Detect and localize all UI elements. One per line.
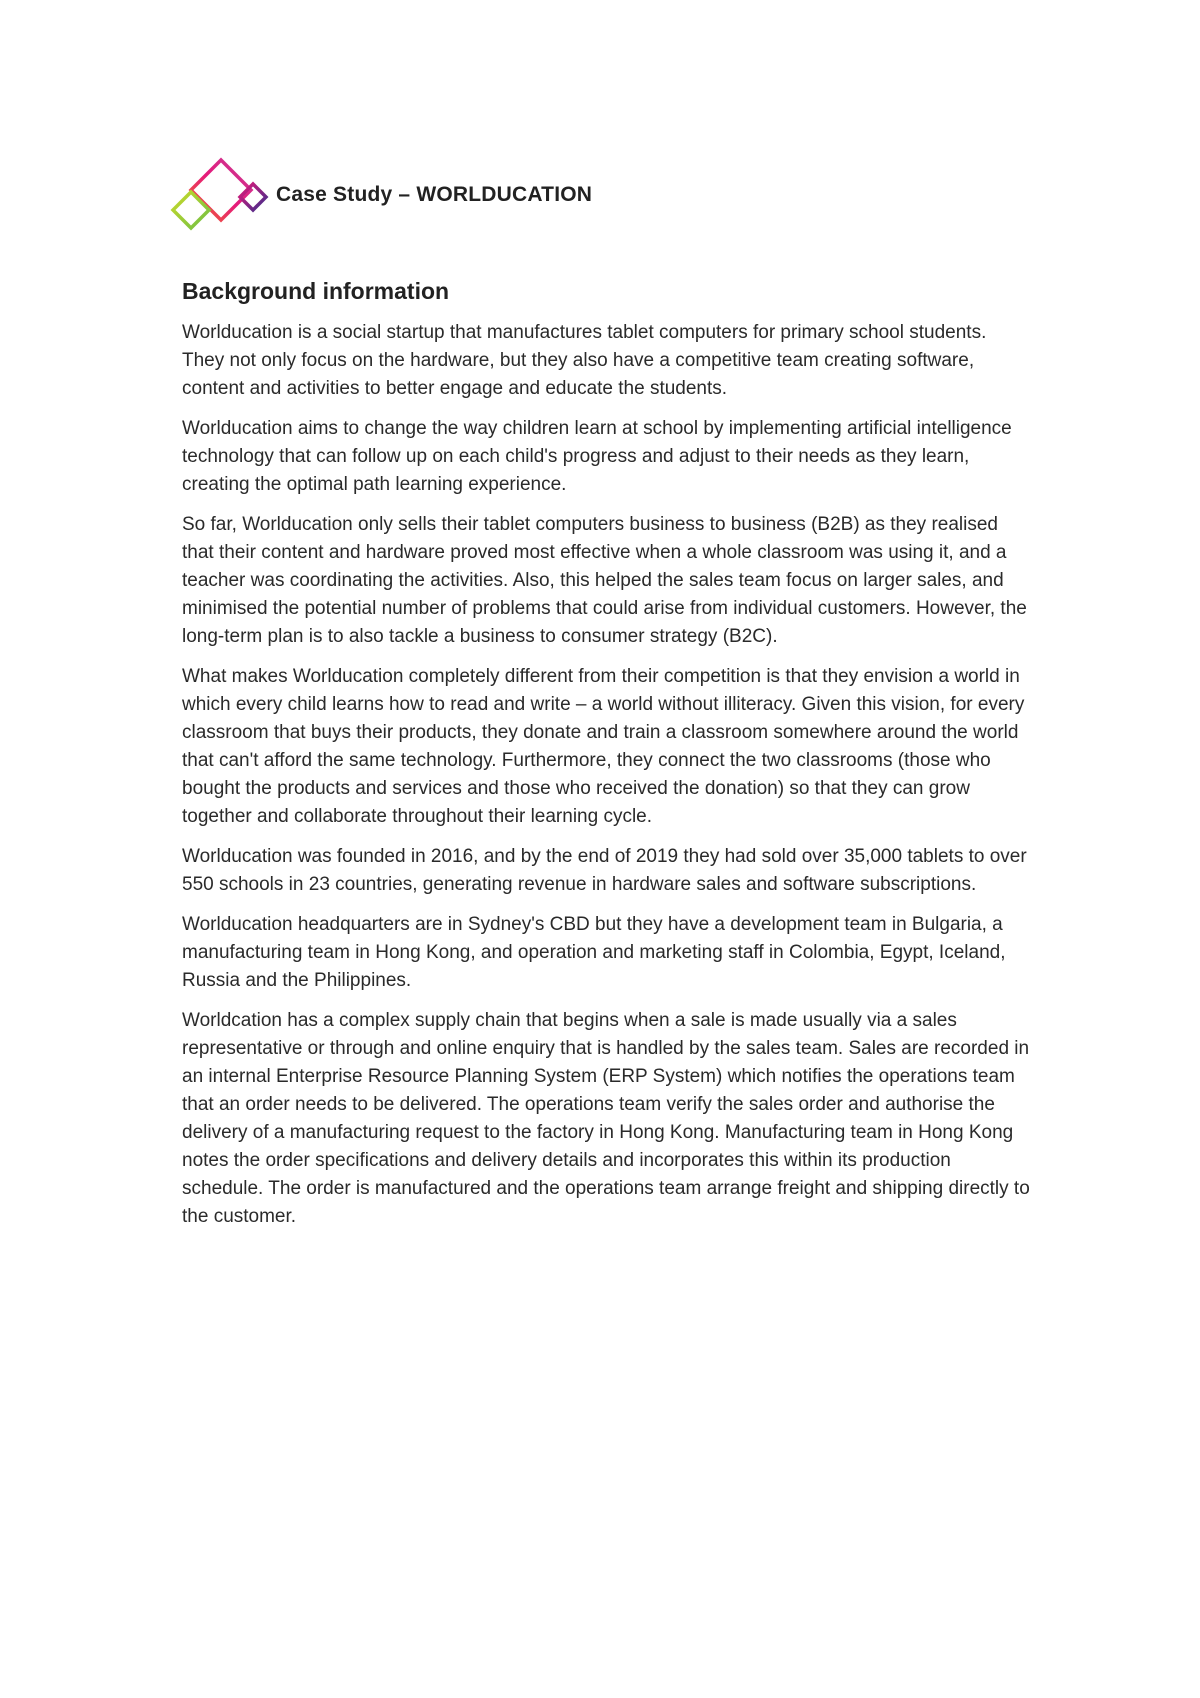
document-body	[182, 278, 1032, 1243]
paragraph: What makes Worlducation completely different from their competition is that they envision a world in which every child learns how to read and write – a world without illiteracy. Given this vision, for every classroom that buys their products, they donate and train a classroom somewhere around the world that can't afford the same technology. Furthermore, they connect the two classrooms (those who bought the products and services and those who received the donation) so that they can grow together and collaborate throughout their learning cycle.	[182, 666, 1025, 827]
document-header	[168, 155, 592, 235]
paragraph: Worlducation aims to change the way children learn at school by implementing artificial intelligence technology that can follow up on each child's progress and adjust to their needs as they learn, creating the optimal path learning experience.	[182, 418, 1012, 495]
paragraph: Worlducation headquarters are in Sydney's CBD but they have a development team in Bulgaria, a manufacturing team in Hong Kong, and operation and marketing staff in Colombia, Egypt, Iceland, Russia and the Philippines.	[182, 914, 1006, 991]
case-study-title: Case Study – WORLDUCATION	[276, 183, 593, 206]
paragraph: Worldcation has a complex supply chain that begins when a sale is made usually via a sales representative or through and online enquiry that is handled by the sales team. Sales are recorded in an internal Enterprise Resource Planning System (ERP System) which notifies the operations team that an order needs to be delivered. The operations team verify the sales order and authorise the delivery of a manufacturing request to the factory in Hong Kong. Manufacturing team in Hong Kong notes the order specifications and delivery details and incorporates this within its production schedule. The order is manufactured and the operations team arrange freight and shipping directly to the customer.	[182, 1010, 1030, 1227]
section-heading: Background information	[182, 278, 450, 304]
paragraph: Worlducation was founded in 2016, and by the end of 2019 they had sold over 35,000 tablets to over 550 schools in 23 countries, generating revenue in hardware sales and software subscriptions.	[182, 846, 1027, 895]
worlducation-logo-icon	[168, 155, 272, 235]
paragraph: Worlducation is a social startup that manufactures tablet computers for primary school students. They not only focus on the hardware, but they also have a competitive team creating software, content and activities to better engage and educate the students.	[182, 322, 987, 399]
paragraph: So far, Worlducation only sells their tablet computers business to business (B2B) as they realised that their content and hardware proved most effective when a whole classroom was using it, and a teacher was coordinating the activities. Also, this helped the sales team focus on larger sales, and minimised the potential number of problems that could arise from individual customers. However, the long-term plan is to also tackle a business to consumer strategy (B2C).	[182, 514, 1027, 647]
